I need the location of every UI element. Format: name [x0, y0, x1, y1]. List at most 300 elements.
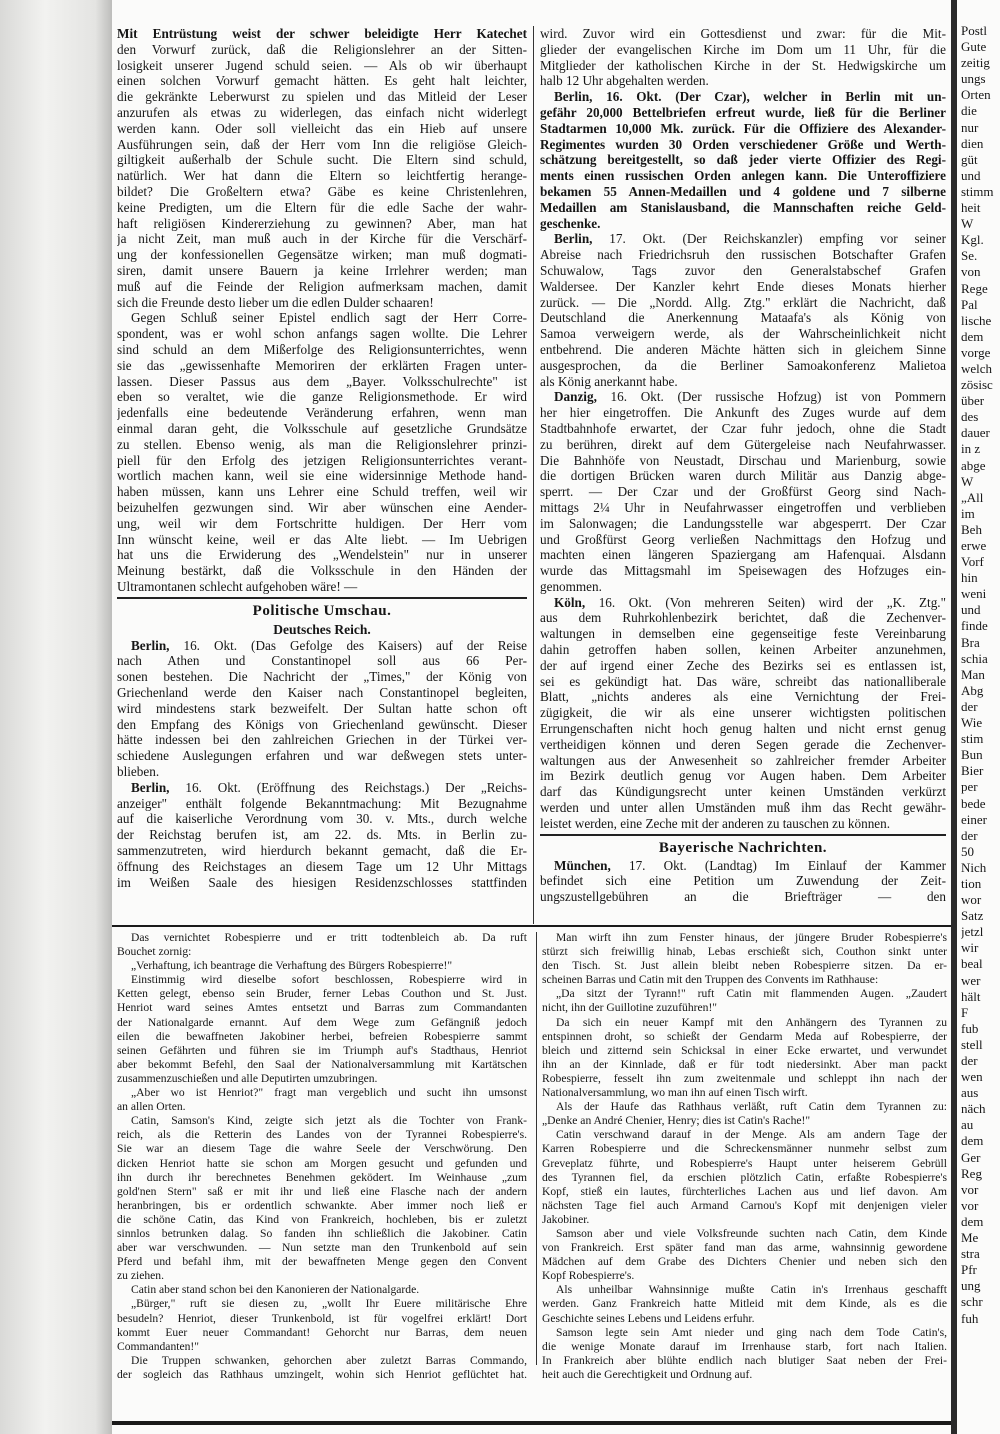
fragment-line: Kgl.: [961, 232, 984, 248]
fragment-line: vorge: [961, 344, 991, 360]
fragment-line: tion: [961, 875, 982, 891]
fragment-line: der: [961, 1053, 978, 1068]
line-text: Catin verschwand darauf in der Menge. Als am andern Tage der: [556, 1128, 947, 1142]
line-text: der Reichstag berufen ist, am 22. ds. Mts. in Berlin zu-: [117, 827, 527, 843]
text-line: [117, 945, 527, 959]
line-text: werden und unter allen Umständen muß ihm das Recht gewähr-: [540, 800, 946, 816]
text-line: [540, 216, 946, 232]
line-text: halb 12 Uhr abgehalten werden.: [540, 73, 709, 89]
line-text: wird. Zuvor wird ein Gottesdienst und zwar: für die Mit-: [540, 26, 946, 41]
fragment-line: fub: [961, 1020, 979, 1036]
feuilleton-column-right: [542, 931, 947, 1382]
text-line: [540, 421, 946, 437]
column-divider: [536, 932, 537, 1365]
line-text: die gekränkte Leberwurst zu spielen und das Mitleid der Leser: [117, 89, 527, 105]
text-line: [540, 610, 946, 626]
text-line: [117, 231, 527, 247]
text-line: [542, 1354, 947, 1368]
text-line: [117, 638, 527, 654]
text-line: [540, 737, 946, 753]
line-text: einen solchen Vorwurf gemacht hätten. Es geht halt leichter,: [117, 73, 527, 89]
line-text: Medaillen am Stanislausband, die Mannschaften reiche Geld-: [540, 199, 946, 215]
text-line: [117, 121, 527, 137]
fragment-line: nur: [961, 119, 979, 135]
text-line: [540, 547, 946, 563]
fragment-line: ungs: [961, 71, 986, 87]
text-line: [540, 105, 946, 121]
text-line: [117, 669, 527, 685]
fragment-line: Abg: [961, 682, 984, 698]
text-line: [540, 453, 946, 469]
dateline: Berlin,: [131, 637, 170, 653]
article-paragraph: [542, 1283, 947, 1325]
line-text: glieder der evangelischen Kirche im Dom um 11 Uhr, für die: [540, 41, 946, 57]
line-text: hätte indessen bei den zahlreichen Griechen in der Türkei ver-: [117, 732, 527, 748]
line-text: Schuwalow, Tags zuvor den Generalstabschef Grafen: [540, 262, 946, 278]
fragment-line: wen: [961, 1069, 983, 1085]
fragment-line: stimm: [961, 183, 994, 199]
text-line: [117, 1269, 527, 1283]
line-text: In Frankreich aber blühte endlich nach blutiger Saat neben der Frei-: [542, 1353, 947, 1367]
text-line: [540, 152, 946, 168]
line-text: gold'nen Stern" saß er mit ihr und ließ eine Flasche nach der andern: [117, 1184, 527, 1198]
line-text: „Aber wo ist Henriot?" fragt man vergeblich und sucht ihn umsonst: [131, 1086, 527, 1100]
text-line: [542, 1297, 947, 1311]
line-text: leistet werden, eine Zeche mit der anderen zu tauschen zu können.: [540, 815, 891, 831]
text-line: [540, 389, 946, 405]
line-text: ungszustellgebühren an die Briefträger — den: [540, 889, 946, 905]
text-line: [540, 816, 946, 832]
fragment-line: 50: [961, 843, 974, 859]
line-text: Als unheilbar Wahnsinnige mußte Catin in's Irrenhaus geschafft: [556, 1283, 947, 1297]
line-text: reich, als die Retterin des Landes von der Tyrannei Robespierre's.: [117, 1128, 527, 1142]
line-text: Abreise nach Friedrichsruh den russischen Botschafter Grafen: [540, 247, 946, 263]
fragment-line: finde: [961, 618, 988, 634]
line-text: ja nicht Zeit, man muß auch in der Kirche für die Verschärf-: [117, 231, 527, 247]
text-line: [117, 973, 527, 987]
text-line: [540, 26, 946, 42]
line-text: bekamen 55 Annen-Medaillen und 4 goldene und 7 silberne: [540, 183, 946, 199]
text-line: [117, 1142, 527, 1156]
line-text: hat uns die Erwiderung des „Wendelstein" nur in unserer: [117, 547, 527, 563]
article-paragraph: [117, 1114, 527, 1283]
fragment-line: Orten: [961, 87, 991, 103]
text-line: [542, 987, 947, 1001]
text-line: [540, 374, 946, 390]
line-text: Pferd und befahl ihm, mit der bewaffneten Menge gegen den Convent: [117, 1255, 527, 1269]
text-line: [540, 231, 946, 247]
article-paragraph: [117, 780, 527, 891]
text-line: [117, 389, 527, 405]
text-line: [117, 563, 527, 579]
text-line: [117, 811, 527, 827]
dateline: Berlin,: [131, 779, 170, 795]
line-text: Inn wünscht keine, weil er das Alte liebt. — Im Uebrigen: [117, 531, 527, 547]
line-text: 17. Okt. (Landtag) Im Einlauf der Kammer: [610, 857, 946, 873]
line-text: Ketten gelegt, ebenso sein Bruder, ferner Lebas Couthon und St. Just.: [117, 987, 527, 1001]
text-line: [117, 579, 527, 595]
fragment-line: dem: [961, 328, 984, 344]
article-paragraph: [117, 26, 527, 310]
fragment-line: Bier: [961, 763, 984, 779]
line-text: einmal daran geht, die Volksschule auf gesetzliche Grundsätze: [117, 420, 527, 436]
line-text: Mädchen auf dem Grabe des Dichters Chenier und neben sich den: [542, 1255, 947, 1269]
text-line: [542, 1044, 947, 1058]
text-line: [117, 263, 527, 279]
text-line: [117, 279, 527, 295]
text-line: [540, 873, 946, 889]
text-line: [542, 973, 947, 987]
horizontal-rule: [540, 834, 946, 836]
fragment-line: zeitig: [961, 55, 990, 71]
line-text: Samoa verweigern werde, als der Wahrscheinlichkeit nicht: [540, 326, 946, 342]
text-line: [117, 931, 527, 945]
line-text: Ultramontanen schlecht aufgehoben wäre! —: [117, 578, 358, 594]
line-text: genommen.: [540, 578, 602, 594]
text-line: [117, 358, 527, 374]
fragment-line: heit: [961, 200, 981, 216]
text-line: [117, 58, 527, 74]
text-line: [540, 358, 946, 374]
text-line: [117, 1100, 527, 1114]
text-line: [117, 1157, 527, 1171]
top-column-right: [540, 26, 946, 905]
article-paragraph: [542, 1128, 947, 1227]
text-line: [540, 579, 946, 595]
next-page-fragment: [961, 23, 1000, 1327]
fragment-line: einer: [961, 811, 987, 827]
line-text: anzurufen als etwas zu widerlegen, das einfach nicht widerlegt: [117, 104, 527, 120]
text-line: [117, 1227, 527, 1241]
text-line: [540, 753, 946, 769]
article-paragraph: [540, 231, 946, 389]
text-line: [117, 827, 527, 843]
fragment-line: abge: [961, 457, 986, 473]
text-line: [540, 705, 946, 721]
fragment-line: bede: [961, 795, 986, 811]
line-text: wird mindestens stark bezweifelt. Der Sultan hatte schon oft: [117, 700, 527, 716]
fragment-line: wer: [961, 972, 981, 988]
text-line: [540, 326, 946, 342]
page-gutter: [951, 0, 957, 1434]
line-text: losigkeit unserer Jugend schuld seien. — Als ob wir überhaupt: [117, 57, 527, 73]
text-line: [117, 1312, 527, 1326]
text-line: [117, 105, 527, 121]
line-text: Henriot ward seines Amtes entsetzt und Barras zum Commandanten: [117, 1001, 527, 1015]
line-text: 16. Okt. (Der Czar), welcher in Berlin mit un-: [592, 89, 946, 105]
line-text: Da sich ein neuer Kampf mit den Anhängern des Tyrannen zu: [556, 1015, 947, 1029]
text-line: [540, 800, 946, 816]
text-line: [117, 73, 527, 89]
fragment-line: hin: [961, 570, 978, 586]
line-text: 16. Okt. (Das Gefolge des Kaisers) auf der Reise: [169, 637, 527, 653]
text-line: [540, 516, 946, 532]
article-paragraph: [542, 1100, 947, 1128]
fragment-line: au: [961, 1117, 974, 1133]
line-text: jedenfalls eine bedeutende Veränderung erfahren, wenn man: [117, 405, 527, 421]
fragment-line: Bra: [961, 634, 980, 650]
article-paragraph: [117, 310, 527, 594]
line-text: zurück. — Die „Nordd. Allg. Ztg." erklärt die Nachricht, daß: [540, 294, 946, 310]
text-line: [542, 1142, 947, 1156]
text-line: [117, 1297, 527, 1311]
text-line: [117, 468, 527, 484]
line-text: Meinung bestärkt, daß die Volksschule in den Händen der: [117, 563, 527, 579]
text-line: [117, 1171, 527, 1185]
text-line: [117, 1241, 527, 1255]
line-text: ments einen russischen Orden anlegen kann. Die Unteroffiziere: [540, 168, 946, 184]
line-text: Stadtarmen 10,000 Mk. zurück. Für die Offiziere des Alexander-: [540, 120, 946, 136]
fragment-line: schia: [961, 650, 988, 666]
text-line: [540, 184, 946, 200]
line-text: den Tisch. St. Just allein bleibt neben Robespierre sitzen. Da er-: [542, 959, 947, 973]
text-line: [117, 1086, 527, 1100]
text-line: [542, 1241, 947, 1255]
dateline: Mit Entrüstung weist der schwer beleidigte Herr Katechet: [117, 26, 527, 41]
fragment-line: dem: [961, 1213, 984, 1229]
fragment-line: vor: [961, 1181, 979, 1197]
text-line: [540, 121, 946, 137]
line-text: sie das „gewissenhafte Memoriren der erklärten Fragen unter-: [117, 357, 527, 373]
line-text: sperrt. — Der Czar und der Großfürst Georg sind Nach-: [540, 484, 946, 500]
line-text: ausgesprochen, da die Berliner Samoakonferenz Malietoa: [540, 357, 946, 373]
line-text: „Denke an André Chenier, Henry; dies ist Catin's Rache!": [542, 1114, 811, 1128]
fragment-line: per: [961, 779, 978, 795]
section-heading: Deutsches Reich.: [273, 621, 371, 637]
fragment-line: Satz: [961, 908, 984, 924]
line-text: Blatt, „nichts anderes als eine Vernichtung der Frei-: [540, 689, 946, 705]
article-paragraph: [540, 89, 946, 231]
text-line: [542, 1255, 947, 1269]
text-line: [540, 721, 946, 737]
text-line: [117, 780, 527, 796]
fragment-line: Beh: [961, 521, 982, 537]
dateline: München,: [554, 857, 611, 873]
line-text: giltigkeit außerhalb der Schule sucht. Die Eltern sind schuld,: [117, 152, 527, 168]
text-line: [117, 374, 527, 390]
line-text: bildet? Die Großeltern etwa? Gäbe es keine Christenlehren,: [117, 183, 527, 199]
top-column-left: [117, 26, 527, 890]
line-text: nach Athen und Constantinopel soll aus 66 Per-: [117, 653, 527, 669]
text-line: [540, 342, 946, 358]
line-text: mittags 2¼ Uhr in Neufahrwasser eingetroffen und verblieben: [540, 499, 946, 515]
line-text: der Nationalgarde ernannt. Auf dem Wege zum Gefängniß jedoch: [117, 1015, 527, 1029]
article-paragraph: [117, 1354, 527, 1382]
text-line: [540, 437, 946, 453]
line-text: geschenke.: [540, 215, 601, 231]
text-line: [117, 732, 527, 748]
fragment-line: Pal: [961, 296, 978, 312]
line-text: entspinnen droht, so schießt der Gendarm Meda auf Robespierre, der: [542, 1029, 947, 1043]
fragment-line: beal: [961, 956, 983, 972]
fragment-line: aus: [961, 1085, 979, 1101]
text-line: [542, 945, 947, 959]
line-text: Errungenschaften nicht hoch genug halten und nicht ernst genug: [540, 721, 946, 737]
text-line: [540, 263, 946, 279]
dateline: Danzig,: [554, 389, 597, 405]
line-text: Gegen Schluß seiner Epistel endlich sagt der Herr Corre-: [131, 310, 527, 326]
fragment-line: vor: [961, 1197, 979, 1213]
text-line: [540, 484, 946, 500]
line-text: 17. Okt. (Der Reichskanzler) empfing vor seiner: [592, 231, 946, 247]
text-line: [117, 405, 527, 421]
text-line: [117, 1185, 527, 1199]
line-text: ung der konfessionellen Gegensätze wirken; man muß dogmati-: [117, 247, 527, 263]
line-text: befindet sich eine Petition um Zuwendung der Zeit-: [540, 873, 946, 889]
text-line: [117, 484, 527, 500]
line-text: dicken Henriot hatte sie schon am Morgen gesucht und gefunden und: [117, 1156, 527, 1170]
line-text: haben müssen, kann uns Lehrer eine Schuld treffen, weil wir: [117, 484, 527, 500]
fragment-line: F: [961, 1004, 969, 1020]
text-line: [540, 247, 946, 263]
line-text: gefähr 20,000 Bettelbriefen erfreut wurde, ließ für die Berliner: [540, 104, 946, 120]
line-text: bleich und zitternd sein Schicksal in einer Ecke erwartet, und verwundet: [542, 1043, 947, 1057]
article-paragraph: [542, 931, 947, 987]
text-line: [540, 295, 946, 311]
line-text: ihn durch ihr berechnetes Benehmen geködert. Im Weinhause „zum: [117, 1170, 527, 1184]
line-text: siren, damit unsere Bauern ja keine Irrlehrer werden; man: [117, 262, 527, 278]
text-line: [117, 1283, 527, 1297]
line-text: zusammenzuschießen und alle Deputirten umzubringen.: [117, 1071, 378, 1085]
line-text: sammenzutreten, wird hierdurch bekannt gemacht, daß die Er-: [117, 843, 527, 859]
fragment-line: schr: [961, 1294, 983, 1310]
line-text: den Empfang des Königs von Griechenland gewünscht. Dieser: [117, 716, 527, 732]
line-text: schiedene Auslegungen erfahren und war deßwegen stets unter-: [117, 748, 527, 764]
line-text: zu ziehen.: [117, 1269, 164, 1283]
text-line: [540, 784, 946, 800]
fragment-line: erwe: [961, 538, 987, 553]
line-text: darf das Kündigungsrecht unter keinen Umständen verkürzt: [540, 784, 946, 800]
article-paragraph: [117, 959, 527, 973]
line-text: werden. Ganz Frankreich hatte Mitleid mit dem Kinde, als es die: [542, 1297, 947, 1311]
line-text: aus dem Ruhrkohlenbezirk berichtet, daß die Zechenver-: [540, 610, 946, 626]
article-paragraph: [540, 858, 946, 905]
fragment-line: zösisc: [961, 377, 993, 393]
line-text: natürlich. Wer hat dann die Eltern so leichtfertig herange-: [117, 168, 527, 184]
line-text: Catin, Samson's Kind, zeigte sich jetzt als die Tochter von Frank-: [131, 1114, 527, 1128]
text-line: [540, 500, 946, 516]
text-line: [540, 168, 946, 184]
line-text: seinen Gefährten und führen sie im Triumph auf's Stadthaus, Henriot: [117, 1043, 527, 1057]
line-text: sinnlos betrunken dalag. So fanden ihn schließlich die Jakobiner. Catin: [117, 1226, 527, 1240]
column-divider: [533, 26, 534, 924]
line-text: im Weißen Saale des hiesigen Residenzschlosses stattfinden: [117, 874, 527, 890]
line-text: Mitglieder der katholischen Kirche in der St. Hedwigskirche um: [540, 57, 946, 73]
text-line: [117, 1326, 527, 1340]
text-line: [117, 701, 527, 717]
text-line: [117, 859, 527, 875]
fragment-line: Gute: [961, 39, 987, 55]
line-text: eben so veraltet, wie die ganze Religionsmethode. Er wird: [117, 389, 527, 405]
line-text: aber bekommt Befehl, den Saal der Nationalversammlung mit Kartätschen: [117, 1057, 527, 1071]
line-text: werden kann. Oder soll vielleicht das ein Hieb auf unsere: [117, 120, 527, 136]
text-line: [117, 168, 527, 184]
text-line: [542, 1157, 947, 1171]
line-text: Deutschland die Anerkennung Mataafa's als König von: [540, 310, 946, 326]
fragment-line: Wie: [961, 715, 983, 731]
line-text: beizuhelfen gezwungen sind. Wir aber wünschen eine Aender-: [117, 499, 527, 515]
fragment-line: näch: [961, 1101, 986, 1117]
text-line: [542, 1227, 947, 1241]
line-text: Waldersee. Der Kanzler kehrt Ende dieses Monats hierher: [540, 278, 946, 294]
fragment-line: Vorf: [961, 554, 984, 570]
horizontal-rule: [117, 597, 527, 599]
line-text: Regimentes wurden 30 Orden verschiedener Größe und Werth-: [540, 136, 946, 152]
text-line: [117, 875, 527, 891]
text-line: [117, 184, 527, 200]
fragment-line: ung: [961, 1278, 981, 1294]
line-text: Robespierre, fesselt ihn zum zweitenmale und schleppt ihn nach der: [542, 1071, 947, 1085]
line-text: her hier eingetroffen. Die Ankunft des Zuges wurde auf dem: [540, 405, 946, 421]
line-text: vertheidigen können und deren Segen gerade die Zechenver-: [540, 736, 946, 752]
fragment-line: dauer: [961, 425, 990, 441]
fragment-line: welch: [961, 360, 993, 376]
text-line: [540, 468, 946, 484]
fragment-line: im: [961, 505, 975, 521]
text-line: [117, 247, 527, 263]
text-line: [117, 1213, 527, 1227]
text-line: [117, 216, 527, 232]
text-line: [117, 1128, 527, 1142]
article-paragraph: [540, 595, 946, 832]
fragment-line: güt: [961, 151, 978, 167]
fragment-line: und: [961, 167, 981, 183]
line-text: zu berühren, direkt auf dem Gütergeleise nach Neufahrwasser.: [540, 436, 946, 452]
text-line: [117, 764, 527, 780]
line-text: anzeiger" enthält folgende Bekanntmachung: Mit Bezugnahme: [117, 795, 527, 811]
line-text: als König anerkannt habe.: [540, 373, 678, 389]
fragment-line: der: [961, 698, 978, 714]
line-text: und Großfürst Georg verließen Nachmittags den Hofzug und: [540, 531, 946, 547]
line-text: Greveplatz führte, und Robespierre's Haupt unter heiserem Gebrüll: [542, 1156, 947, 1170]
text-line: [542, 1368, 947, 1382]
text-line: [117, 137, 527, 153]
text-line: [540, 889, 946, 905]
line-text: Nationalversammlung, wo man ihn auf einen Tisch wirft.: [542, 1086, 808, 1100]
line-text: „Verhaftung, ich beantrage die Verhaftung des Bürgers Robespierre!": [131, 959, 453, 973]
line-text: Ausführungen sein, daß der Herr vom Inn die religiöse Gleich-: [117, 136, 527, 152]
text-line: [540, 42, 946, 58]
fragment-line: wir: [961, 940, 979, 956]
text-line: [542, 1213, 947, 1227]
line-text: öffnung des Reichstages an diesem Tage um 12 Uhr Mittags: [117, 858, 527, 874]
line-text: die wenige Monate darauf im Irrenhause starb, fort nach Italien.: [542, 1339, 947, 1353]
text-line: [117, 1030, 527, 1044]
section-heading: Politische Umschau.: [252, 602, 392, 619]
line-text: Karren Robespierre und die Schreckensmänner nunmehr selbst zum: [542, 1142, 947, 1156]
text-line: [117, 516, 527, 532]
book-binding-margin: [0, 0, 112, 1434]
line-text: ihn an der Kinnlade, daß er für todt niedersinkt. Aber man packt: [542, 1057, 947, 1071]
article-paragraph: [542, 987, 947, 1015]
line-text: auf die kaiserliche Verordnung vom 30. v. Mts., durch welche: [117, 811, 527, 827]
fragment-line: Reg: [961, 1165, 982, 1181]
text-line: [117, 1354, 527, 1368]
line-text: Sie war an diesem Tage die wahre Seele der Verschwörung. Den: [117, 1142, 527, 1156]
line-text: Samson legte sein Amt nieder und ging nach dem Tode Catin's,: [556, 1325, 947, 1339]
line-text: heranbringen, bis er ordentlich schwankte. Aber immer noch ließ er: [117, 1198, 527, 1212]
dateline: Köln,: [554, 594, 586, 610]
line-text: nächsten Tage fiel auch Armand Carnou's Kopf mit denjenigen vieler: [542, 1198, 947, 1212]
text-line: [117, 42, 527, 58]
line-text: Die Bahnhöfe von Neustadt, Dirschau und Marienburg, sowie: [540, 452, 946, 468]
article-paragraph: [117, 1297, 527, 1353]
fragment-line: Rege: [961, 280, 988, 296]
fragment-line: weni: [961, 586, 987, 602]
fragment-line: hält: [961, 988, 981, 1004]
text-line: [540, 58, 946, 74]
fragment-line: jetzl: [961, 924, 984, 940]
